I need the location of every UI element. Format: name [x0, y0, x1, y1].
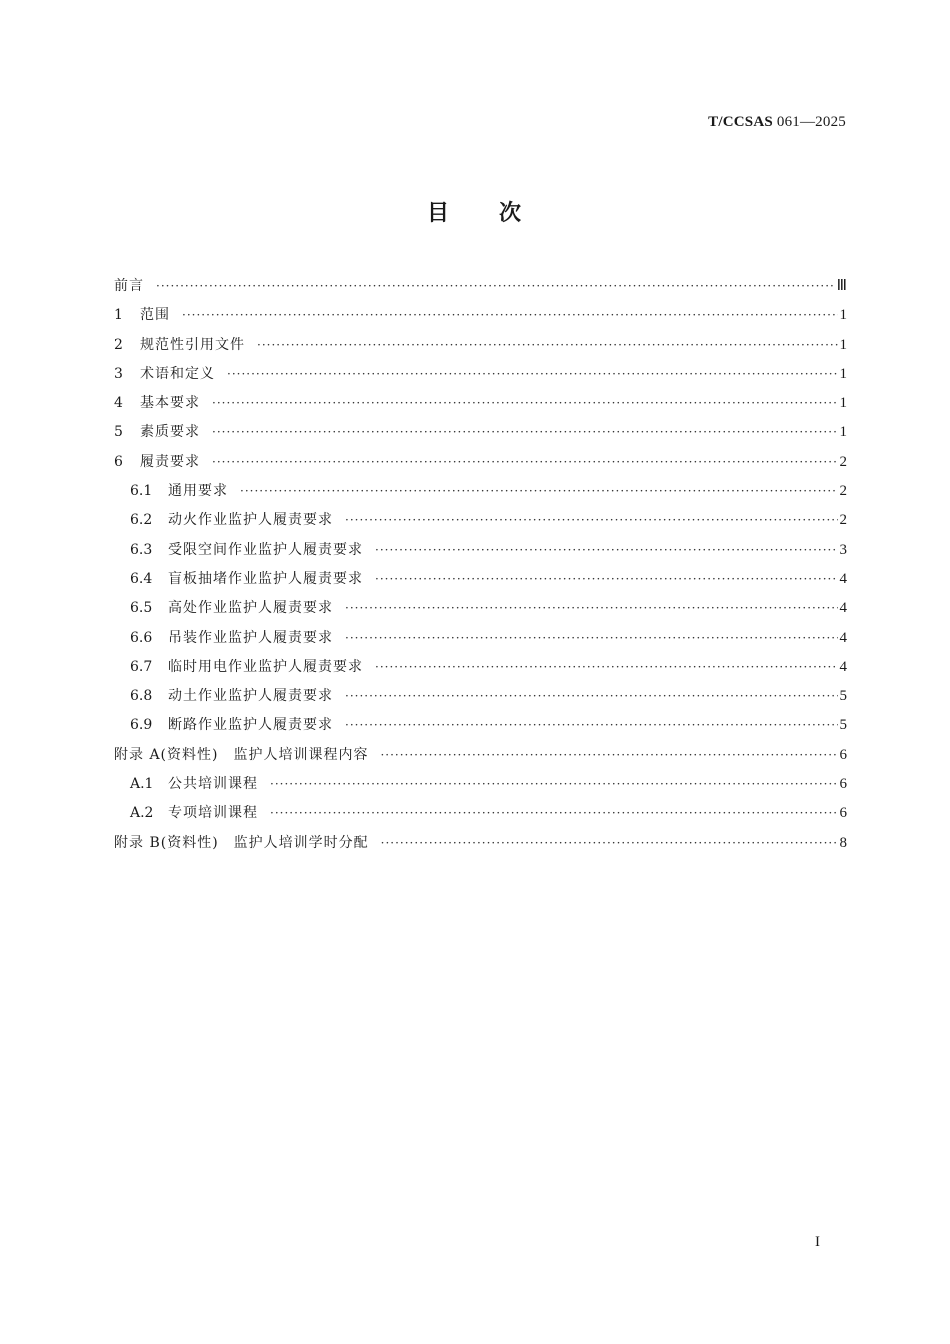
toc-dot-leader: [156, 272, 835, 301]
page-title-left: 目: [426, 201, 451, 226]
toc-entry-label: 基本要求: [140, 395, 200, 412]
toc-entry-number: 6: [114, 453, 123, 470]
toc-entry-number: A.2: [130, 805, 154, 822]
toc-entry-label: 规范性引用文件: [140, 336, 245, 353]
toc-entry-label: 高处作业监护人履责要求: [168, 600, 333, 617]
toc-entry-number: 3: [114, 365, 123, 382]
toc-dot-leader: [270, 799, 838, 828]
toc-entry-label: 附录 A(资料性) 监护人培训课程内容: [114, 746, 369, 763]
toc-dot-leader: [380, 741, 837, 770]
toc-dot-leader: [240, 477, 838, 506]
toc-entry-number: A.1: [130, 776, 154, 793]
toc-entry-number: 6.3: [130, 541, 153, 558]
toc-entry-page: 1: [839, 395, 847, 412]
toc-dot-leader: [212, 448, 838, 477]
toc-entry[interactable]: [114, 448, 847, 477]
toc-dot-leader: [345, 624, 838, 653]
toc-entry-page: 4: [839, 658, 847, 675]
toc-entry-page: 3: [839, 541, 847, 558]
toc-dot-leader: [182, 301, 838, 330]
toc-dot-leader: [257, 331, 838, 360]
toc-dot-leader: [270, 770, 838, 799]
toc-entry-label: 盲板抽堵作业监护人履责要求: [168, 570, 363, 587]
toc-entry[interactable]: [114, 389, 847, 418]
toc-entry-page: 2: [839, 483, 847, 500]
toc-entry-label: 前言: [114, 278, 144, 294]
toc-entry-label: 履责要求: [140, 453, 200, 470]
toc-entry[interactable]: [114, 565, 847, 594]
toc-entry-number: 4: [114, 395, 123, 412]
toc-entry-page: 1: [839, 424, 847, 441]
toc-entry-page: Ⅲ: [836, 278, 847, 294]
toc-entry-label: 附录 B(资料性) 监护人培训学时分配: [114, 834, 369, 851]
page-title: [0, 196, 950, 227]
toc-entry-page: 4: [839, 570, 847, 587]
toc-entry-page: 1: [839, 365, 847, 382]
toc-dot-leader: [212, 389, 838, 418]
toc-entry-number: 5: [114, 424, 123, 441]
toc-dot-leader: [345, 682, 838, 711]
toc-entry-label: 专项培训课程: [168, 805, 258, 822]
toc-entry[interactable]: [114, 272, 847, 301]
toc-entry-page: 5: [839, 688, 847, 705]
toc-dot-leader: [345, 506, 838, 535]
document-code: [708, 114, 846, 131]
toc-entry[interactable]: [114, 829, 847, 858]
toc-entry-page: 4: [839, 600, 847, 617]
toc-entry-page: 8: [839, 834, 847, 851]
toc-entry[interactable]: [114, 741, 847, 770]
toc-entry[interactable]: [114, 770, 847, 799]
toc-entry[interactable]: [114, 536, 847, 565]
toc-entry[interactable]: [114, 360, 847, 389]
toc-entry-number: 2: [114, 336, 123, 353]
toc-entry-page: 6: [839, 805, 847, 822]
toc-entry-label: 动土作业监护人履责要求: [168, 688, 333, 705]
toc-entry-label: 术语和定义: [140, 365, 215, 382]
toc-entry-number: 6.5: [130, 600, 153, 617]
toc-entry[interactable]: [114, 301, 847, 330]
toc-entry-page: 2: [839, 512, 847, 529]
toc-entry[interactable]: [114, 594, 847, 623]
toc-entry[interactable]: [114, 799, 847, 828]
toc-entry[interactable]: [114, 711, 847, 740]
toc-dot-leader: [212, 418, 838, 447]
toc-dot-leader: [345, 594, 838, 623]
toc-entry-page: 1: [839, 307, 847, 324]
toc-entry-number: 6.4: [130, 570, 153, 587]
toc-entry[interactable]: [114, 624, 847, 653]
toc-entry-page: 1: [839, 336, 847, 353]
toc-entry[interactable]: [114, 506, 847, 535]
toc-entry-number: 6.6: [130, 629, 153, 646]
toc-entry-number: 6.9: [130, 717, 153, 734]
toc-entry-label: 吊装作业监护人履责要求: [168, 629, 333, 646]
toc-dot-leader: [345, 711, 838, 740]
toc-entry-page: 5: [839, 717, 847, 734]
toc-dot-leader: [375, 536, 838, 565]
toc-entry[interactable]: [114, 331, 847, 360]
toc-entry-label: 素质要求: [140, 424, 200, 441]
toc-entry-page: 4: [839, 629, 847, 646]
toc-entry-label: 动火作业监护人履责要求: [168, 512, 333, 529]
toc-dot-leader: [381, 829, 838, 858]
page-number: I: [815, 1234, 820, 1250]
toc-entry[interactable]: [114, 682, 847, 711]
document-code-suffix: 061—2025: [772, 114, 846, 130]
toc-entry[interactable]: [114, 477, 847, 506]
toc-entry-number: 6.7: [130, 658, 153, 675]
toc-entry-label: 通用要求: [168, 483, 228, 500]
toc-entry-label: 公共培训课程: [168, 776, 258, 793]
toc-entry-number: 6.1: [130, 483, 153, 500]
toc-dot-leader: [375, 653, 838, 682]
toc-dot-leader: [227, 360, 838, 389]
toc-entry-number: 1: [114, 307, 123, 324]
toc-entry-label: 受限空间作业监护人履责要求: [168, 541, 363, 558]
toc-dot-leader: [375, 565, 838, 594]
toc-entry-label: 临时用电作业监护人履责要求: [168, 658, 363, 675]
toc-entry-page: 6: [839, 776, 847, 793]
toc-entry[interactable]: [114, 653, 847, 682]
table-of-contents: [114, 272, 847, 858]
document-code-prefix: T/CCSAS: [708, 114, 773, 130]
toc-entry-number: 6.2: [130, 512, 153, 529]
toc-entry-number: 6.8: [130, 688, 153, 705]
toc-entry-label: 断路作业监护人履责要求: [168, 717, 333, 734]
toc-entry-page: 6: [839, 746, 847, 763]
toc-entry-page: 2: [839, 453, 847, 470]
toc-entry[interactable]: [114, 418, 847, 447]
toc-entry-label: 范围: [140, 307, 170, 324]
page-title-right: 次: [499, 201, 524, 226]
